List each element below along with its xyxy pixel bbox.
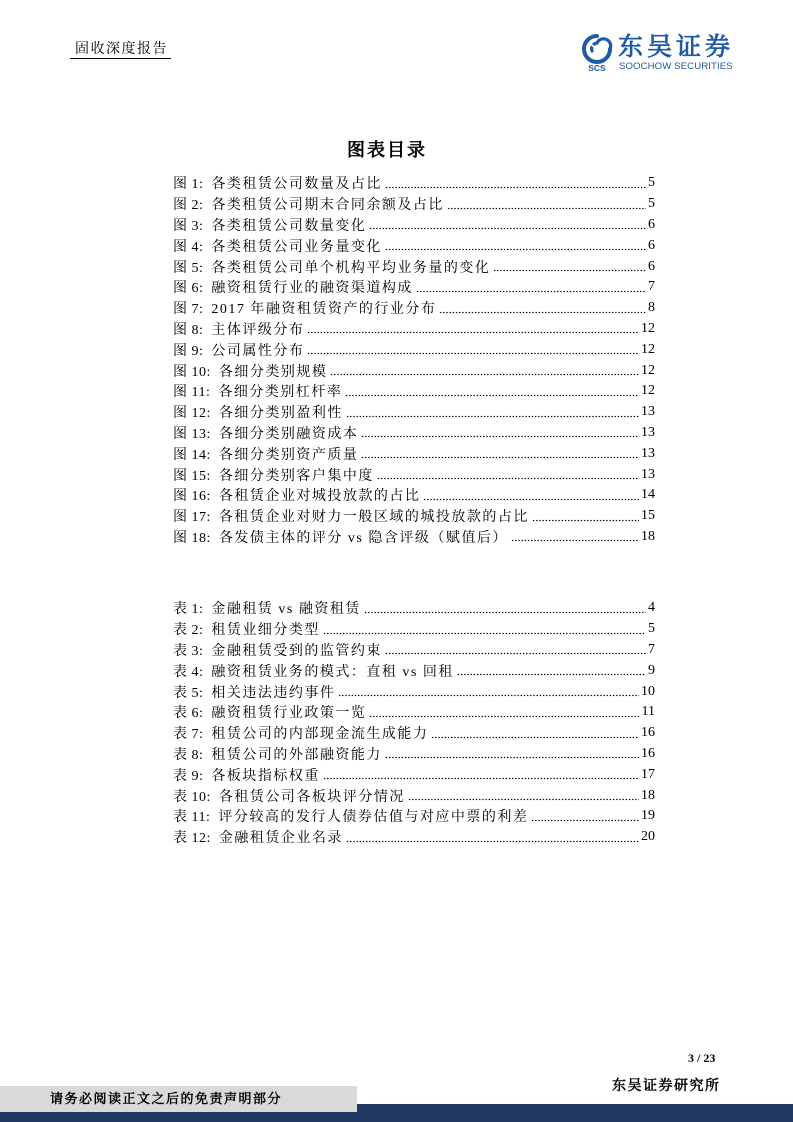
figure-entry-page-number: 6	[648, 216, 655, 232]
dot-leader	[439, 311, 646, 314]
figure-entry-title: 各细分类别客户集中度	[218, 468, 374, 484]
dot-leader	[361, 435, 639, 438]
figure-entry-title: 各类租赁公司数量变化	[211, 218, 367, 234]
table-entry-title: 各板块指标权重	[211, 768, 320, 784]
figure-entry[interactable]	[173, 485, 655, 506]
figure-entry-title: 各细分类别规模	[218, 364, 328, 380]
table-entry-page-number: 16	[641, 725, 655, 741]
table-entry-label: 表 10:	[173, 789, 211, 805]
table-entry[interactable]	[173, 785, 655, 806]
table-entry-label: 表 3:	[173, 643, 204, 659]
figure-entry-page-number: 14	[641, 487, 655, 503]
figure-entry[interactable]	[173, 381, 655, 402]
table-entry-title: 金融租赁受到的监管约束	[211, 643, 382, 659]
figure-entry[interactable]	[173, 256, 655, 277]
figure-entry-title: 2017 年融资租赁资产的行业分布	[211, 302, 437, 318]
table-entry-title: 融资租赁业务的模式：直租 vs 回租	[211, 664, 454, 680]
figure-entry[interactable]	[173, 464, 655, 485]
table-entry[interactable]	[173, 702, 655, 723]
figure-entry-label: 图 4:	[173, 239, 204, 255]
figure-entry-title: 各细分类别杠杆率	[218, 385, 343, 401]
figure-entry-page-number: 12	[641, 383, 655, 399]
figure-entry-label: 图 5:	[173, 260, 204, 276]
table-entry-page-number: 11	[641, 704, 655, 720]
figure-entry-title: 各类租赁公司单个机构平均业务量的变化	[211, 260, 491, 276]
header-underline	[70, 58, 171, 59]
figure-entry-page-number: 8	[648, 300, 655, 316]
dot-leader	[346, 840, 639, 843]
figure-entry[interactable]	[173, 423, 655, 444]
dot-leader	[511, 539, 639, 542]
figure-entry[interactable]	[173, 443, 655, 464]
table-entry-label: 表 6:	[173, 706, 204, 722]
table-index-list	[173, 598, 655, 848]
figure-entry-page-number: 5	[648, 196, 655, 212]
dot-leader	[361, 456, 639, 459]
figure-entry[interactable]	[173, 506, 655, 527]
dot-leader	[330, 373, 639, 376]
figure-entry-title: 公司属性分布	[211, 343, 305, 359]
table-entry-label: 表 7:	[173, 727, 204, 743]
table-entry-label: 表 4:	[173, 664, 204, 680]
table-entry-page-number: 5	[648, 621, 655, 637]
figure-entry-title: 各租赁企业对财力一般区域的城投放款的占比	[218, 510, 529, 526]
logo-name-cn: 东吴证券	[618, 32, 735, 61]
figure-entry-title: 各类租赁公司期末合同余额及占比	[211, 198, 444, 214]
figure-entry-page-number: 12	[641, 320, 655, 336]
table-entry-page-number: 16	[641, 745, 655, 761]
table-entry[interactable]	[173, 619, 655, 640]
table-entry[interactable]	[173, 681, 655, 702]
dot-leader	[364, 611, 646, 614]
dot-leader	[307, 331, 639, 334]
figure-entry[interactable]	[173, 277, 655, 298]
table-entry[interactable]	[173, 827, 655, 848]
figure-entry-label: 图 9:	[173, 343, 204, 359]
table-entry-label: 表 8:	[173, 747, 204, 763]
dot-leader	[408, 798, 639, 801]
dot-leader	[423, 498, 639, 501]
table-entry-label: 表 1:	[173, 602, 204, 618]
table-entry-label: 表 9:	[173, 768, 204, 784]
figure-entry-label: 图 6:	[173, 281, 204, 297]
table-entry[interactable]	[173, 723, 655, 744]
table-entry[interactable]	[173, 598, 655, 619]
dot-leader	[447, 207, 646, 210]
figure-entry[interactable]	[173, 235, 655, 256]
table-entry-label: 表 5:	[173, 685, 204, 701]
figure-entry-label: 图 3:	[173, 218, 204, 234]
figure-entry-title: 主体评级分布	[211, 322, 305, 338]
dot-leader	[385, 652, 646, 655]
table-entry[interactable]	[173, 660, 655, 681]
figure-entry-label: 图 16:	[173, 489, 211, 505]
figure-entry[interactable]	[173, 215, 655, 236]
table-entry-title: 租赁业细分类型	[211, 623, 320, 639]
figure-entry-label: 图 7:	[173, 302, 204, 318]
figure-entry-title: 融资租赁行业的融资渠道构成	[211, 281, 413, 297]
dot-leader	[385, 248, 646, 251]
table-entry-page-number: 18	[641, 787, 655, 803]
figure-entry[interactable]	[173, 194, 655, 215]
dot-leader	[338, 694, 639, 697]
figure-entry-title: 各细分类别融资成本	[218, 426, 359, 442]
dot-leader	[307, 352, 639, 355]
figure-entry-page-number: 13	[641, 404, 655, 420]
figure-entry-label: 图 17:	[173, 510, 211, 526]
figure-entry-page-number: 6	[648, 258, 655, 274]
table-entry-title: 金融租赁 vs 融资租赁	[211, 602, 361, 618]
figure-entry-label: 图 13:	[173, 426, 211, 442]
dot-leader	[323, 632, 646, 635]
table-entry-page-number: 17	[641, 766, 655, 782]
table-entry-page-number: 10	[641, 683, 655, 699]
footer-disclaimer: 请务必阅读正文之后的免责声明部分	[50, 1091, 283, 1106]
table-entry-page-number: 19	[641, 808, 655, 824]
table-entry[interactable]	[173, 806, 655, 827]
figure-entry-label: 图 15:	[173, 468, 211, 484]
figure-entry-title: 各类租赁公司业务量变化	[211, 239, 382, 255]
dot-leader	[377, 477, 639, 480]
figure-entry-title: 各细分类别盈利性	[218, 406, 343, 422]
dot-leader	[346, 415, 639, 418]
figure-entry[interactable]	[173, 402, 655, 423]
logo-name-en: SOOCHOW SECURITIES	[619, 61, 733, 72]
figure-entry-label: 图 8:	[173, 322, 204, 338]
dot-leader	[323, 777, 639, 780]
table-entry-page-number: 9	[648, 662, 655, 678]
figure-entry-title: 各类租赁公司数量及占比	[211, 177, 382, 193]
figure-entry-page-number: 18	[641, 528, 655, 544]
dot-leader	[531, 819, 639, 822]
page-number: 3 / 23	[688, 1051, 716, 1065]
dot-leader	[493, 269, 646, 272]
table-entry[interactable]	[173, 744, 655, 765]
table-entry-title: 评分较高的发行人债券估值与对应中票的利差	[218, 810, 529, 826]
table-entry[interactable]	[173, 764, 655, 785]
figure-entry-page-number: 12	[641, 362, 655, 378]
dot-leader	[431, 736, 639, 739]
table-entry-title: 租赁公司的外部融资能力	[211, 747, 382, 763]
dot-leader	[369, 715, 639, 718]
figure-entry-page-number: 6	[648, 237, 655, 253]
soochow-swirl-icon	[580, 33, 614, 73]
figure-entry[interactable]	[173, 339, 655, 360]
dot-leader	[345, 394, 639, 397]
toc-title: 图表目录	[347, 140, 427, 160]
figure-entry-label: 图 2:	[173, 198, 204, 214]
figure-entry-page-number: 13	[641, 466, 655, 482]
figure-entry-label: 图 10:	[173, 364, 211, 380]
figure-entry[interactable]	[173, 319, 655, 340]
table-entry[interactable]	[173, 640, 655, 661]
table-entry-title: 各租赁公司各板块评分情况	[218, 789, 405, 805]
table-entry-page-number: 20	[641, 829, 655, 845]
report-type-label: 固收深度报告	[75, 42, 168, 57]
dot-leader	[369, 227, 646, 230]
table-entry-page-number: 7	[648, 641, 655, 657]
table-entry-label: 表 11:	[173, 810, 211, 826]
figure-entry-title: 各租赁企业对城投放款的占比	[218, 489, 421, 505]
figure-entry-label: 图 14:	[173, 447, 211, 463]
table-entry-title: 融资租赁行业政策一览	[211, 706, 367, 722]
table-entry-title: 租赁公司的内部现金流生成能力	[211, 727, 429, 743]
figure-entry-label: 图 1:	[173, 177, 204, 193]
dot-leader	[457, 673, 646, 676]
figure-entry-page-number: 7	[648, 279, 655, 295]
table-entry-label: 表 2:	[173, 623, 204, 639]
table-entry-page-number: 4	[648, 600, 655, 616]
figure-index-list	[173, 173, 655, 547]
dot-leader	[385, 756, 639, 759]
figure-entry-page-number: 13	[641, 445, 655, 461]
logo-mark-text: SCS	[588, 63, 606, 73]
figure-entry-page-number: 15	[641, 508, 655, 524]
figure-entry-page-number: 5	[648, 175, 655, 191]
dot-leader	[532, 519, 639, 522]
figure-entry-title: 各细分类别资产质量	[218, 447, 359, 463]
figure-entry-page-number: 12	[641, 341, 655, 357]
dot-leader	[385, 186, 646, 189]
figure-entry-label: 图 12:	[173, 406, 211, 422]
footer-institute: 东吴证券研究所	[612, 1079, 721, 1094]
table-entry-label: 表 12:	[173, 831, 211, 847]
table-entry-title: 金融租赁企业名录	[218, 831, 343, 847]
figure-entry-page-number: 13	[641, 424, 655, 440]
figure-entry-title: 各发债主体的评分 vs 隐含评级（赋值后）	[218, 530, 508, 546]
figure-entry-label: 图 11:	[173, 385, 211, 401]
dot-leader	[416, 290, 646, 293]
footer-disclaimer-box	[0, 1086, 357, 1112]
figure-entry[interactable]	[173, 173, 655, 194]
figure-entry[interactable]	[173, 527, 655, 548]
table-entry-title: 相关违法违约事件	[211, 685, 336, 701]
figure-entry-label: 图 18:	[173, 530, 211, 546]
figure-entry[interactable]	[173, 360, 655, 381]
figure-entry[interactable]	[173, 298, 655, 319]
